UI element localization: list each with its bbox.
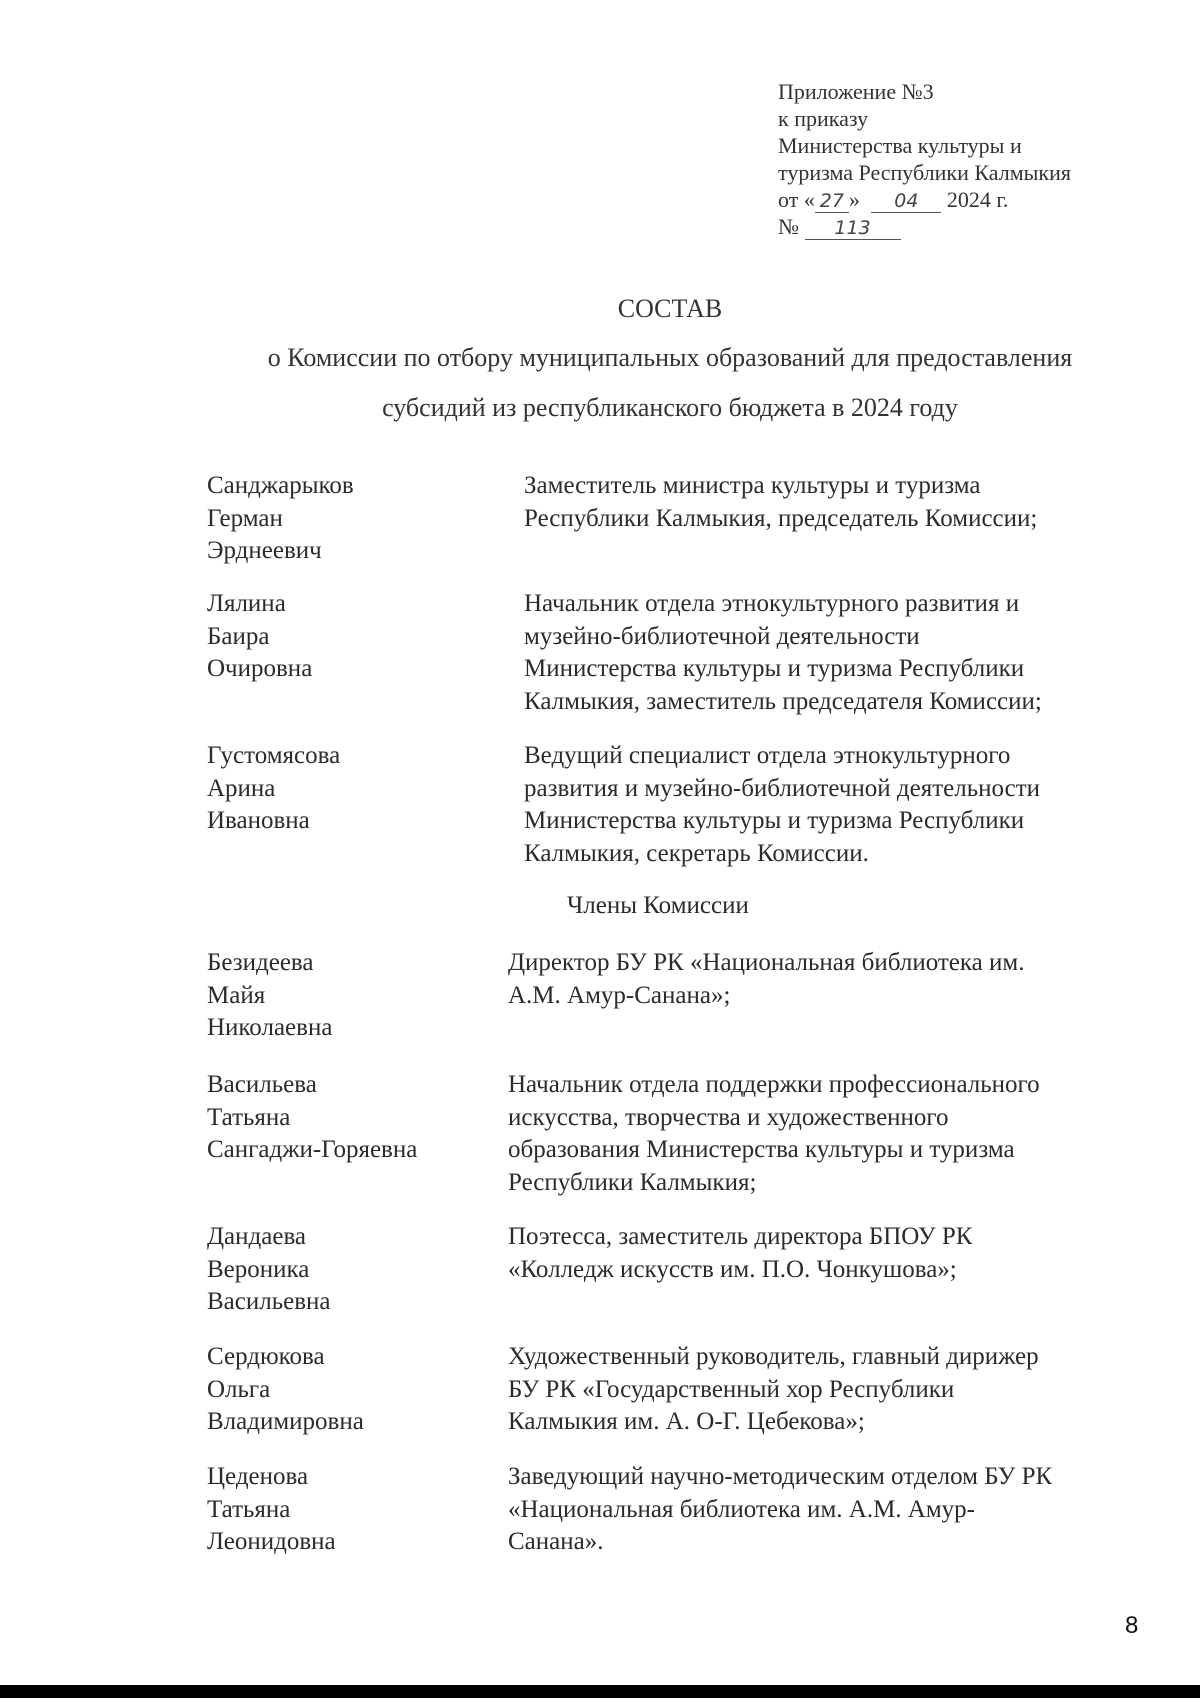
first-name: Вероника xyxy=(207,1255,310,1283)
patronymic: Васильевна xyxy=(207,1288,331,1315)
member-name xyxy=(207,740,507,838)
member-entry xyxy=(207,740,1137,867)
role-line: Художественный руководитель, главный дирижер xyxy=(508,1343,1039,1370)
member-role xyxy=(508,1341,1128,1439)
member-name xyxy=(207,1069,507,1167)
order-number: 113 xyxy=(805,217,901,240)
surname: Безидеева xyxy=(207,949,314,976)
member-role xyxy=(524,470,1144,535)
role-line: искусства, творчества и художественного xyxy=(508,1103,949,1131)
surname: Сердюкова xyxy=(207,1343,325,1370)
first-name: Арина xyxy=(207,774,276,802)
role-line: Министерства культуры и туризма Республики xyxy=(524,655,1025,682)
member-role xyxy=(508,1461,1128,1559)
role-line: Калмыкия, секретарь Комиссии. xyxy=(524,839,869,867)
page-number: 8 xyxy=(1125,1612,1139,1639)
role-line: Санана». xyxy=(508,1528,604,1555)
document-heading: СОСТАВ xyxy=(617,294,723,323)
first-name: Баира xyxy=(207,622,270,650)
member-entry xyxy=(207,1461,1137,1561)
annex-title: Приложение №3 xyxy=(778,79,934,104)
annex-line: Министерства культуры и xyxy=(778,133,1022,158)
member-name xyxy=(207,1221,507,1319)
member-role xyxy=(508,1069,1128,1199)
member-entry xyxy=(207,470,1137,570)
patronymic: Леонидовна xyxy=(207,1528,336,1555)
bottom-border xyxy=(0,1685,1200,1698)
patronymic: Владимировна xyxy=(207,1408,364,1435)
annex-number xyxy=(778,213,1071,240)
surname: Лялина xyxy=(207,590,286,617)
patronymic: Очировна xyxy=(207,655,313,682)
role-line: А.М. Амур-Санана»; xyxy=(508,981,731,1009)
member-role xyxy=(508,1221,1128,1286)
date-month: 04 xyxy=(871,190,941,213)
patronymic: Сангаджи-Горяевна xyxy=(207,1136,418,1163)
surname: Васильева xyxy=(207,1071,317,1098)
member-entry xyxy=(207,947,1137,1047)
role-line: Республики Калмыкия; xyxy=(508,1168,757,1196)
role-line: Заместитель министра культуры и туризма xyxy=(524,472,981,499)
role-line: музейно-библиотечной деятельности xyxy=(524,622,920,650)
first-name: Майя xyxy=(207,981,266,1009)
member-name xyxy=(207,947,507,1045)
role-line: Калмыкия, заместитель председателя Комиссии; xyxy=(524,687,1042,715)
annex-line: к приказу xyxy=(778,106,869,131)
document-title-line1: о Комиссии по отбору муниципальных образований для предоставления xyxy=(267,343,1073,372)
member-name xyxy=(207,588,507,686)
member-name xyxy=(207,470,507,568)
surname: Густомясова xyxy=(207,742,341,769)
patronymic: Николаевна xyxy=(207,1014,333,1041)
date-day: 27 xyxy=(815,190,849,213)
role-line: Начальник отдела этнокультурного развития и xyxy=(524,590,1020,617)
member-entry xyxy=(207,588,1137,715)
member-name xyxy=(207,1461,507,1559)
role-line: образования Министерства культуры и туризма xyxy=(508,1136,1015,1163)
annex-line: туризма Республики Калмыкия xyxy=(778,160,1071,185)
first-name: Герман xyxy=(207,504,283,532)
member-entry xyxy=(207,1221,1137,1321)
role-line: «Колледж искусств им. П.О. Чонкушова»; xyxy=(508,1255,957,1283)
role-line: Заведующий научно-методическим отделом БУ РК xyxy=(508,1463,1053,1490)
date-mid: » xyxy=(848,187,860,212)
first-name: Татьяна xyxy=(207,1495,291,1523)
role-line: БУ РК «Государственный хор Республики xyxy=(508,1375,955,1403)
role-line: Калмыкия им. А. О-Г. Цебекова»; xyxy=(508,1408,865,1435)
surname: Дандаева xyxy=(207,1223,307,1250)
role-line: Директор БУ РК «Национальная библиотека им. xyxy=(508,949,1025,976)
surname: Санджарыков xyxy=(207,472,354,499)
role-line: Начальник отдела поддержки профессионального xyxy=(508,1071,1040,1098)
annex-block xyxy=(778,78,1071,240)
role-line: Ведущий специалист отдела этнокультурного xyxy=(524,742,1011,769)
role-line: развития и музейно-библиотечной деятельности xyxy=(524,774,1041,802)
patronymic: Эрднеевич xyxy=(207,537,322,564)
role-line: «Национальная библиотека им. А.М. Амур- xyxy=(508,1495,975,1523)
first-name: Татьяна xyxy=(207,1103,291,1131)
number-prefix: № xyxy=(778,214,799,239)
patronymic: Ивановна xyxy=(207,807,310,834)
date-year: 2024 г. xyxy=(946,187,1009,212)
member-role xyxy=(524,740,1144,870)
members-heading: Члены Комиссии xyxy=(567,892,749,919)
first-name: Ольга xyxy=(207,1375,271,1403)
role-line: Министерства культуры и туризма Республики xyxy=(524,807,1025,834)
role-line: Республики Калмыкия, председатель Комиссии; xyxy=(524,504,1038,532)
surname: Цеденова xyxy=(207,1463,309,1490)
member-entry xyxy=(207,1341,1137,1441)
member-name xyxy=(207,1341,507,1439)
annex-date xyxy=(778,186,1071,213)
member-role xyxy=(508,947,1128,1012)
date-prefix: от « xyxy=(778,187,815,212)
member-entry xyxy=(207,1069,1137,1196)
member-role xyxy=(524,588,1144,718)
document-title-line2: субсидий из республиканского бюджета в 2024 году xyxy=(382,393,958,422)
role-line: Поэтесса, заместитель директора БПОУ РК xyxy=(508,1223,973,1250)
